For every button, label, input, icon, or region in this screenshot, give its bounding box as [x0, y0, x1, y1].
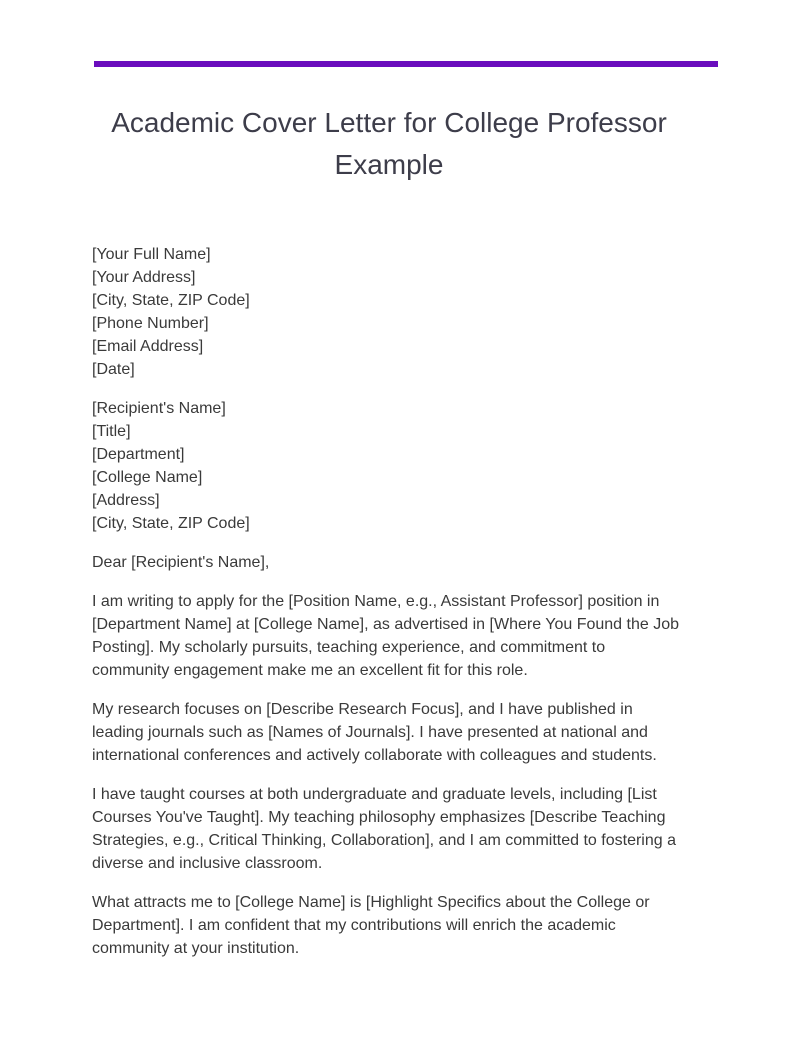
recipient-address: [Address]	[92, 492, 160, 509]
paragraph-line: community at your institution.	[92, 940, 300, 957]
recipient-department: [Department]	[92, 446, 185, 463]
salutation: Dear [Recipient's Name],	[92, 554, 270, 571]
paragraph-line: I have taught courses at both undergraduate and graduate levels, including [List	[92, 786, 657, 803]
sender-city-state-zip: [City, State, ZIP Code]	[92, 292, 250, 309]
recipient-college: [College Name]	[92, 469, 203, 486]
letter-body	[92, 243, 692, 976]
paragraph-line: Strategies, e.g., Critical Thinking, Collaboration], and I am committed to fostering a	[92, 832, 676, 849]
sender-email: [Email Address]	[92, 338, 204, 355]
recipient-name: [Recipient's Name]	[92, 400, 226, 417]
document-title: Academic Cover Letter for College Professor Example	[111, 107, 667, 180]
recipient-block	[92, 397, 692, 535]
letter-date: [Date]	[92, 361, 135, 378]
title-accent-rule	[94, 61, 718, 67]
paragraph-teaching	[92, 783, 692, 875]
paragraph-line: leading journals such as [Names of Journals]. I have presented at national and	[92, 724, 648, 741]
paragraph-intro	[92, 590, 692, 682]
paragraph-line: What attracts me to [College Name] is [Highlight Specifics about the College or	[92, 894, 650, 911]
paragraph-research	[92, 698, 692, 767]
paragraph-line: [Department Name] at [College Name], as advertised in [Where You Found the Job	[92, 616, 679, 633]
paragraph-line: Posting]. My scholarly pursuits, teaching experience, and commitment to	[92, 639, 606, 656]
paragraph-line: international conferences and actively collaborate with colleagues and students.	[92, 747, 657, 764]
paragraph-line: Courses You've Taught]. My teaching philosophy emphasizes [Describe Teaching	[92, 809, 666, 826]
sender-name: [Your Full Name]	[92, 246, 211, 263]
paragraph-line: diverse and inclusive classroom.	[92, 855, 323, 872]
sender-block	[92, 243, 692, 381]
recipient-city-state-zip: [City, State, ZIP Code]	[92, 515, 250, 532]
paragraph-line: I am writing to apply for the [Position Name, e.g., Assistant Professor] position in	[92, 593, 660, 610]
sender-address: [Your Address]	[92, 269, 196, 286]
sender-phone: [Phone Number]	[92, 315, 209, 332]
paragraph-line: My research focuses on [Describe Research Focus], and I have published in	[92, 701, 633, 718]
paragraph-fit	[92, 891, 692, 960]
paragraph-line: community engagement make me an excellent fit for this role.	[92, 662, 528, 679]
recipient-title: [Title]	[92, 423, 131, 440]
paragraph-line: Department]. I am confident that my contributions will enrich the academic	[92, 917, 616, 934]
